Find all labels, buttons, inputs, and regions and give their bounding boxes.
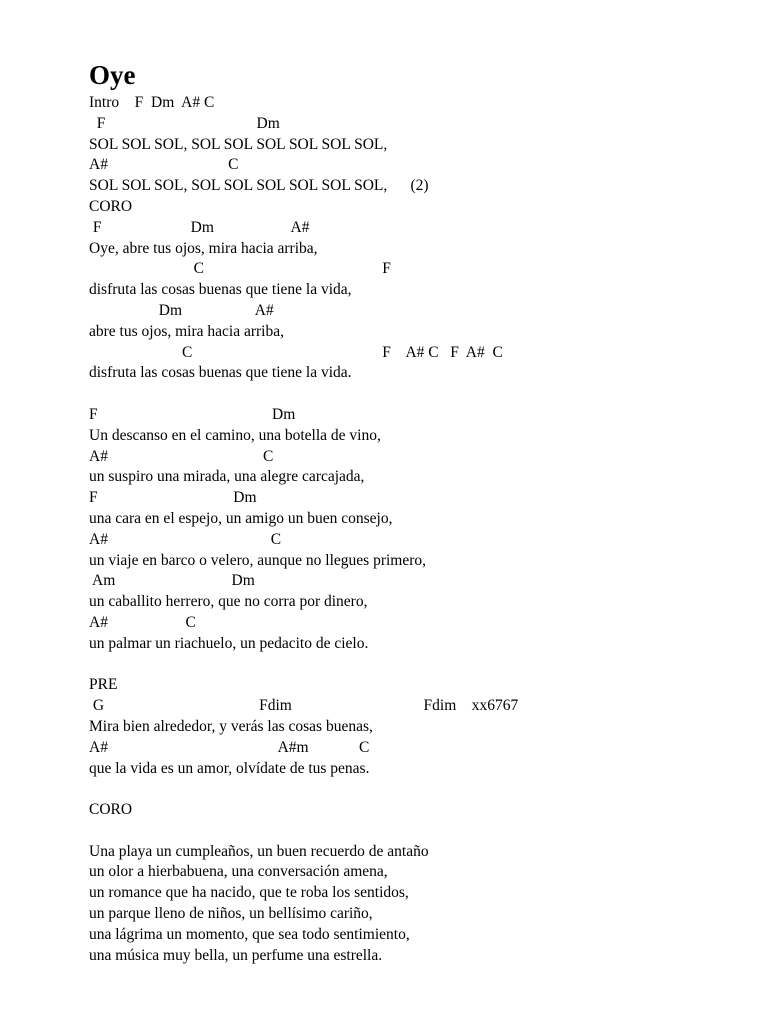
sheet-line: A# C <box>89 447 274 465</box>
sheet-line: CORO <box>89 197 133 215</box>
sheet-line: abre tus ojos, mira hacia arriba, <box>89 322 284 340</box>
sheet-line: SOL SOL SOL, SOL SOL SOL SOL SOL SOL, <box>89 135 388 153</box>
sheet-line: G Fdim Fdim xx6767 <box>89 697 519 715</box>
sheet-line: un palmar un riachuelo, un pedacito de cielo. <box>89 634 369 652</box>
sheet-line: C F A# C F A# C <box>89 343 503 361</box>
sheet-line: una música muy bella, un perfume una estrella. <box>89 946 383 964</box>
sheet-line: disfruta las cosas buenas que tiene la vida. <box>89 364 352 382</box>
sheet-line: Una playa un cumpleaños, un buen recuerdo de antaño <box>89 842 429 860</box>
sheet-line: un olor a hierbabuena, una conversación amena, <box>89 863 388 881</box>
sheet-line: Am Dm <box>89 572 255 590</box>
sheet-line: PRE <box>89 676 118 694</box>
sheet-line: C F <box>89 260 391 278</box>
sheet-line: Un descanso en el camino, una botella de vino, <box>89 426 381 444</box>
sheet-line: CORO <box>89 801 133 819</box>
sheet-line: A# A#m C <box>89 738 370 756</box>
blank-line <box>89 384 518 405</box>
sheet-line: Intro F Dm A# C <box>89 94 215 111</box>
sheet-line: Oye, abre tus ojos, mira hacia arriba, <box>89 239 318 257</box>
sheet-line: F Dm <box>89 114 280 132</box>
sheet-line: F Dm <box>89 489 257 507</box>
sheet-line: Mira bien alrededor, y verás las cosas buenas, <box>89 717 373 735</box>
sheet-line: F Dm A# <box>89 218 310 236</box>
sheet-line: A# C <box>89 530 282 548</box>
sheet-line: un parque lleno de niños, un bellísimo cariño, <box>89 905 373 923</box>
sheet-line: Dm A# <box>89 301 274 319</box>
sheet-line: A# C <box>89 613 196 631</box>
sheet-line: una lágrima un momento, que sea todo sentimiento, <box>89 925 410 943</box>
sheet-line: A# C <box>89 156 239 174</box>
sheet-line: un suspiro una mirada, una alegre carcajada, <box>89 468 365 486</box>
blank-line <box>89 779 518 800</box>
sheet-line: SOL SOL SOL, SOL SOL SOL SOL SOL SOL, (2) <box>89 177 429 195</box>
sheet-line: que la vida es un amor, olvídate de tus penas. <box>89 759 370 777</box>
sheet-line: un romance que ha nacido, que te roba los sentidos, <box>89 884 409 902</box>
sheet-line: una cara en el espejo, un amigo un buen consejo, <box>89 509 393 527</box>
lyrics-chords-body <box>89 93 518 966</box>
sheet-line: un caballito herrero, que no corra por dinero, <box>89 593 368 611</box>
sheet-line: disfruta las cosas buenas que tiene la vida, <box>89 281 352 299</box>
blank-line <box>89 821 518 842</box>
sheet-line: F Dm <box>89 405 296 423</box>
song-title: Oye <box>89 60 136 90</box>
sheet-line: un viaje en barco o velero, aunque no llegues primero, <box>89 551 427 569</box>
blank-line <box>89 655 518 676</box>
